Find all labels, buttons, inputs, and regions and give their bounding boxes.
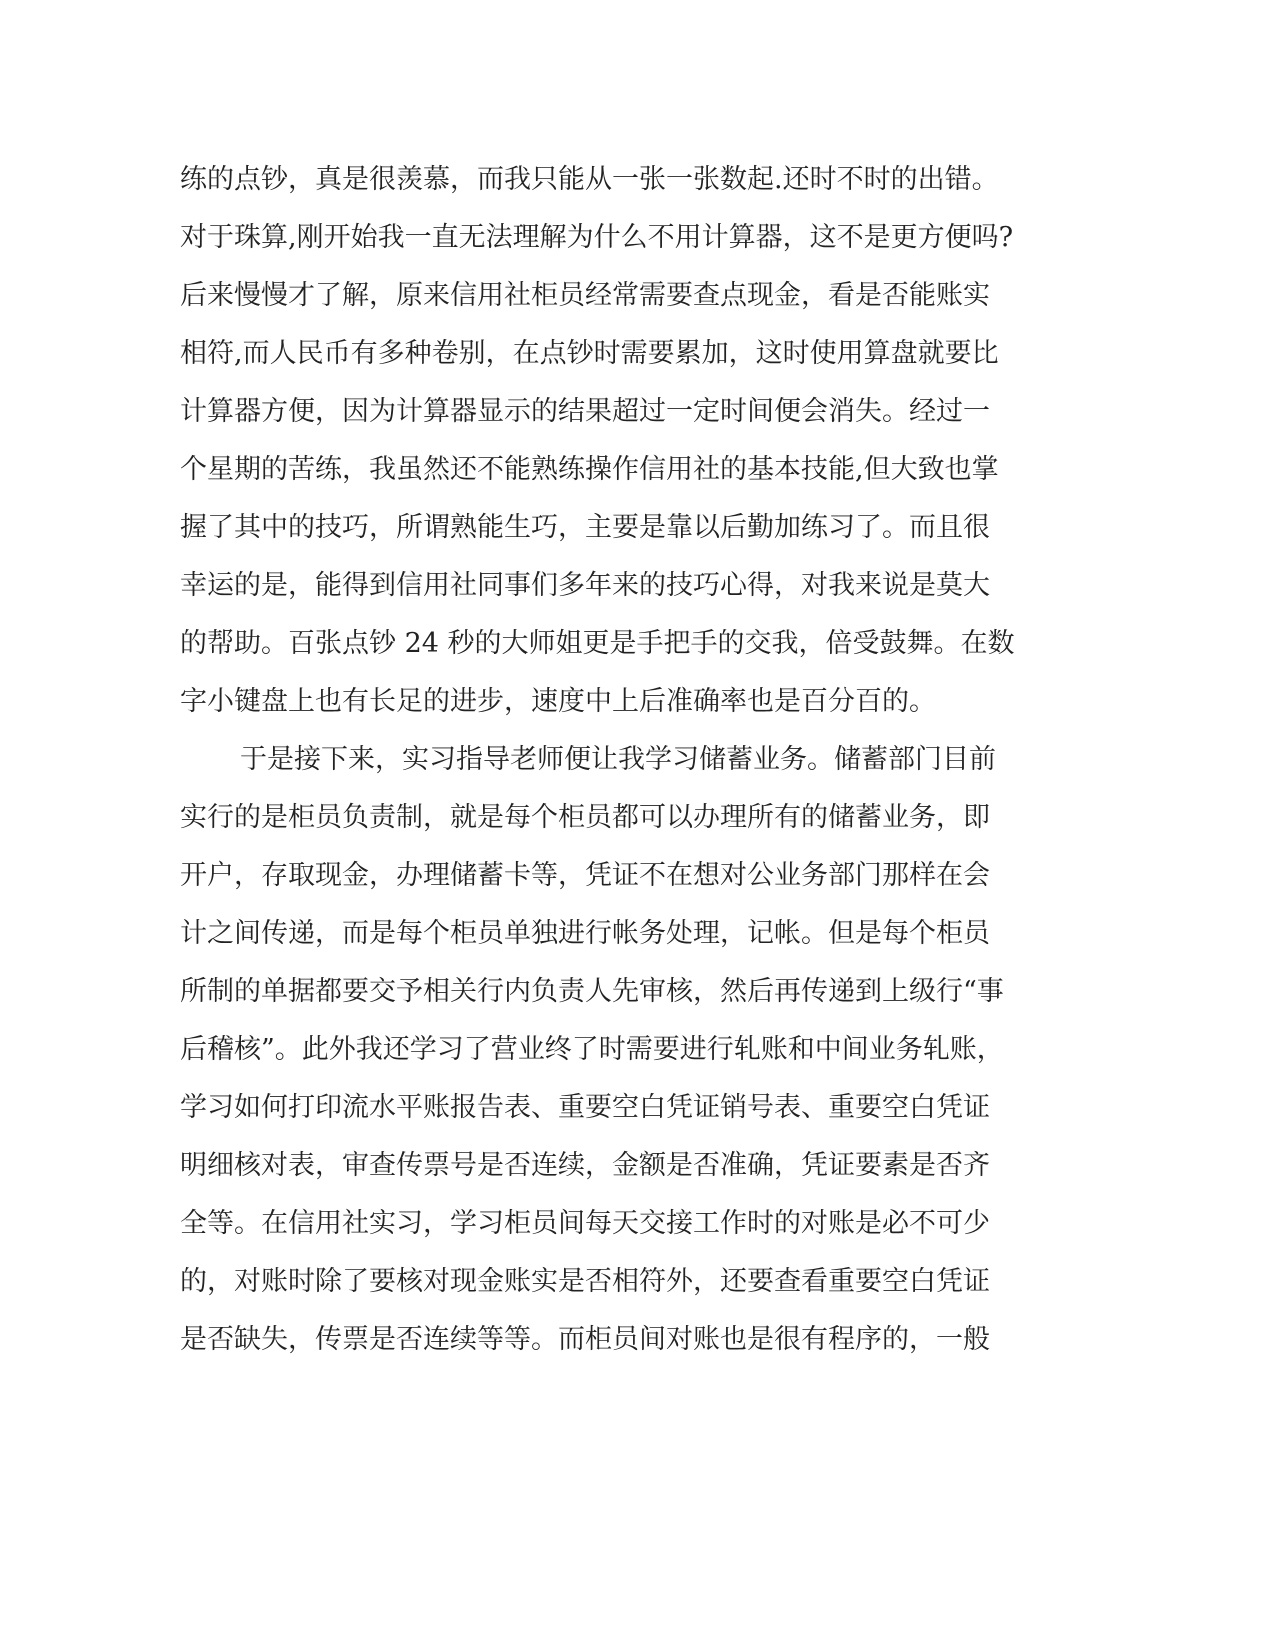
text-line: 个星期的苦练，我虽然还不能熟练操作信用社的基本技能,但大致也掌 [180, 454, 999, 485]
text-line: 全等。在信用社实习，学习柜员间每天交接工作时的对账是必不可少 [180, 1208, 990, 1239]
paragraph-first-line: 于是接下来，实习指导老师便让我学习储蓄业务。储蓄部门目前 [240, 744, 996, 775]
text-line: 后来慢慢才了解，原来信用社柜员经常需要查点现金，看是否能账实 [180, 280, 990, 311]
text-line: 的帮助。百张点钞 24 秒的大师姐更是手把手的交我，倍受鼓舞。在数 [180, 628, 1015, 659]
text-line: 对于珠算,刚开始我一直无法理解为什么不用计算器，这不是更方便吗? [180, 222, 1014, 253]
text-line: 计之间传递，而是每个柜员单独进行帐务处理，记帐。但是每个柜员 [180, 918, 990, 949]
text-line: 实行的是柜员负责制，就是每个柜员都可以办理所有的储蓄业务，即 [180, 802, 990, 833]
text-line: 计算器方便，因为计算器显示的结果超过一定时间便会消失。经过一 [180, 396, 990, 427]
text-line: 明细核对表，审查传票号是否连续，金额是否准确，凭证要素是否齐 [180, 1150, 990, 1181]
text-line: 开户，存取现金，办理储蓄卡等，凭证不在想对公业务部门那样在会 [180, 860, 990, 891]
text-line: 相符,而人民币有多种卷别，在点钞时需要累加，这时使用算盘就要比 [180, 338, 999, 369]
text-line: 的，对账时除了要核对现金账实是否相符外，还要查看重要空白凭证 [180, 1266, 990, 1297]
text-line: 学习如何打印流水平账报告表、重要空白凭证销号表、重要空白凭证 [180, 1092, 990, 1123]
text-line: 握了其中的技巧，所谓熟能生巧，主要是靠以后勤加练习了。而且很 [180, 512, 990, 543]
text-line: 后稽核”。此外我还学习了营业终了时需要进行轧账和中间业务轧账， [180, 1034, 1004, 1065]
text-line: 字小键盘上也有长足的进步，速度中上后准确率也是百分百的。 [180, 686, 936, 717]
text-line: 练的点钞，真是很羡慕，而我只能从一张一张数起.还时不时的出错。 [180, 164, 999, 195]
text-line: 是否缺失，传票是否连续等等。而柜员间对账也是很有程序的，一般 [180, 1324, 990, 1355]
text-line: 幸运的是，能得到信用社同事们多年来的技巧心得，对我来说是莫大 [180, 570, 990, 601]
text-line: 所制的单据都要交予相关行内负责人先审核，然后再传递到上级行“事 [180, 976, 1004, 1007]
